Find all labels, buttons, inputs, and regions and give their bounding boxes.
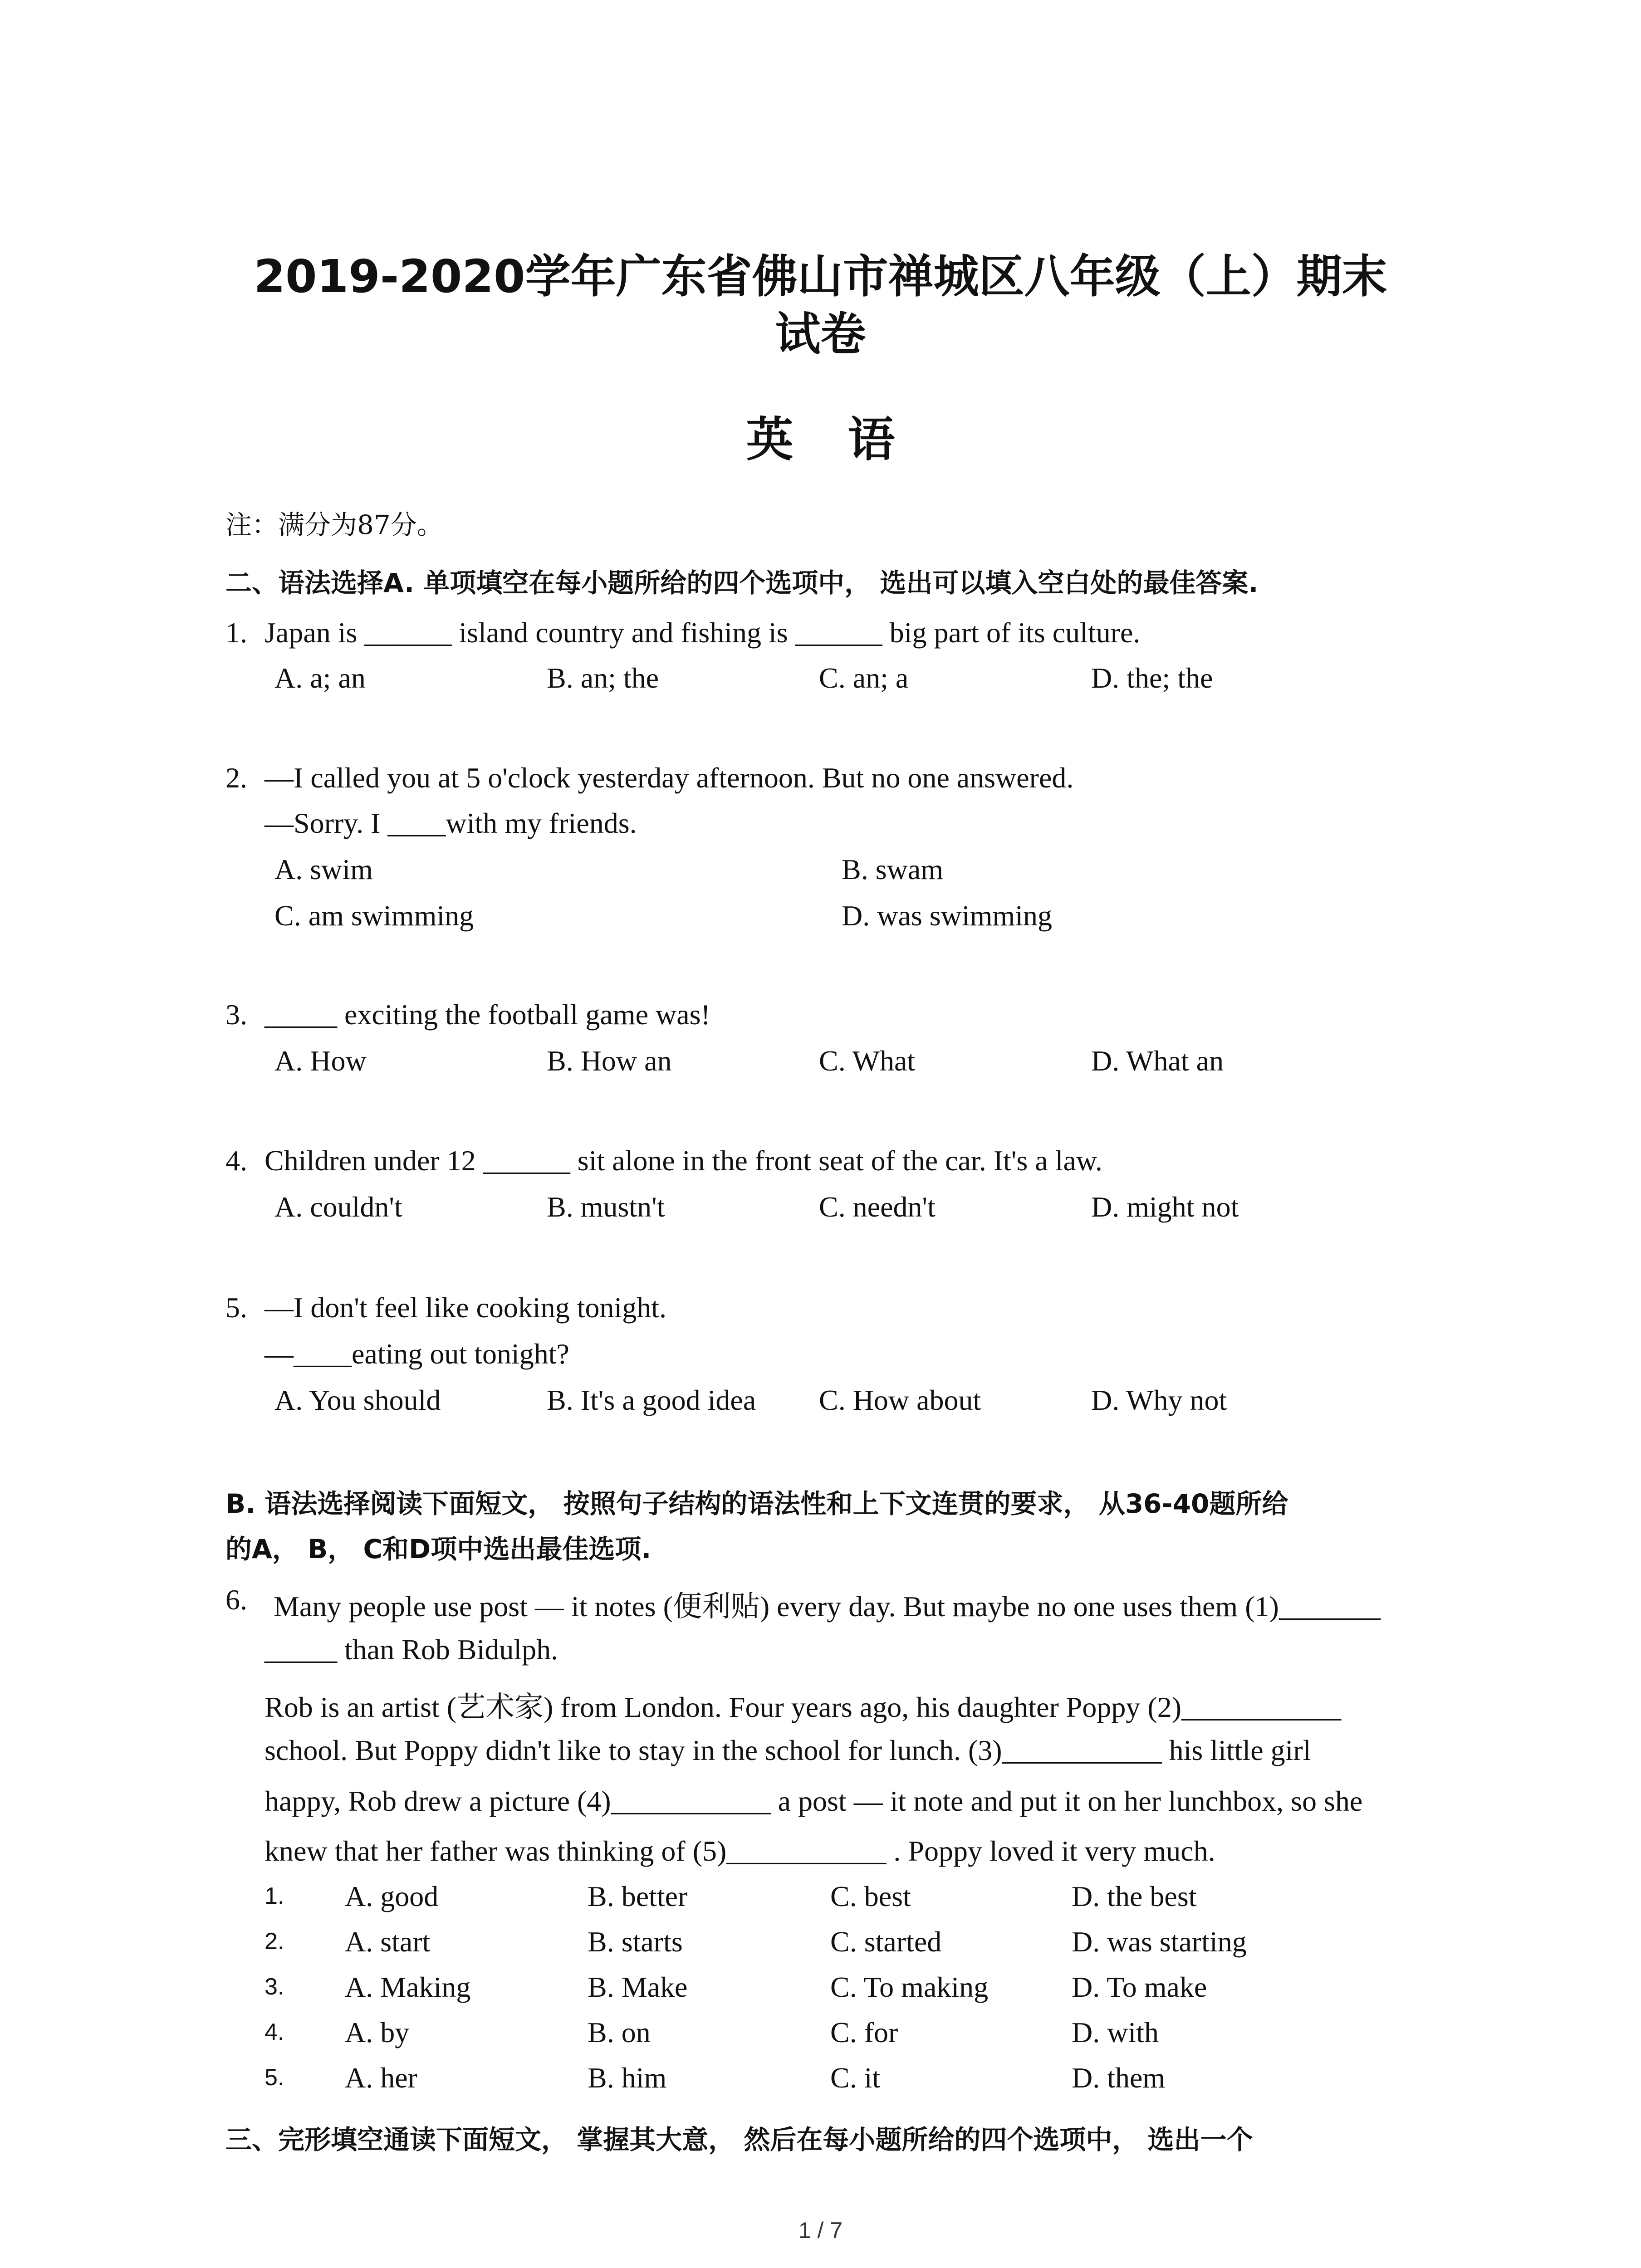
option-b: B. on	[588, 2016, 651, 2048]
option-c: C. started	[830, 1926, 942, 1958]
option-c: C. am swimming	[274, 899, 474, 932]
option-d: D. What an	[1091, 1045, 1224, 1077]
section2-heading: 二、语法选择A. 单项填空在每小题所给的四个选项中， 选出可以填入空白处的最佳答案.	[225, 567, 1259, 598]
option-c: C. How about	[819, 1384, 981, 1416]
sectionB-heading-line1: B. 语法选择阅读下面短文， 按照句子结构的语法性和上下文连贯的要求， 从36-40题所给	[225, 1488, 1288, 1519]
question-text: _____ exciting the football game was!	[265, 998, 710, 1031]
option-c: C. needn't	[819, 1191, 936, 1223]
option-a: A. You should	[274, 1384, 441, 1416]
option-c: C. What	[819, 1045, 916, 1077]
score-note: 注：满分为87分。	[225, 509, 443, 540]
option-d: D. them	[1072, 2062, 1166, 2094]
passage-line: happy, Rob drew a picture (4)___________ a post — it note and put it on her lunchbox, so she	[265, 1785, 1363, 1817]
option-d: D. Why not	[1091, 1384, 1227, 1416]
sub-question-number: 4.	[265, 2019, 284, 2045]
option-d: D. the best	[1072, 1880, 1197, 1912]
option-c: C. it	[830, 2062, 881, 2094]
option-d: D. the; the	[1091, 662, 1213, 694]
option-a: A. swim	[274, 853, 373, 885]
sub-question-number: 1.	[265, 1883, 284, 1909]
question-number: 4.	[225, 1144, 247, 1177]
option-b: B. starts	[588, 1926, 683, 1958]
passage-line: Many people use post — it notes (便利贴) every day. But maybe no one uses them (1)_______	[274, 1590, 1381, 1623]
option-b: B. Make	[588, 1971, 688, 2003]
option-a: A. a; an	[274, 662, 366, 694]
sub-question-number: 3.	[265, 1974, 284, 2000]
question-text: —I don't feel like cooking tonight.	[265, 1291, 667, 1324]
sectionB-heading-line2: 的A， B， C和D项中选出最佳选项.	[225, 1534, 652, 1564]
option-c: C. an; a	[819, 662, 909, 694]
option-a: A. couldn't	[274, 1191, 402, 1223]
option-b: B. better	[588, 1880, 688, 1912]
question-number: 5.	[225, 1291, 247, 1324]
option-b: B. an; the	[547, 662, 659, 694]
option-d: D. was swimming	[842, 899, 1052, 932]
document-title-line2: 试卷	[775, 308, 866, 361]
option-a: A. good	[345, 1880, 439, 1912]
sub-question-number: 5.	[265, 2064, 284, 2091]
question-text: Japan is ______ island country and fishing is ______ big part of its culture.	[265, 616, 1141, 649]
question-number: 6.	[225, 1584, 247, 1616]
option-b: B. mustn't	[547, 1191, 665, 1223]
question-text: —I called you at 5 o'clock yesterday afternoon. But no one answered.	[265, 762, 1074, 794]
option-a: A. How	[274, 1045, 367, 1077]
passage-line: knew that her father was thinking of (5)___________ . Poppy loved it very much.	[265, 1835, 1215, 1867]
option-b: B. How an	[547, 1045, 672, 1077]
question-number: 3.	[225, 998, 247, 1031]
page-number: 1 / 7	[798, 2218, 843, 2243]
passage-line: school. But Poppy didn't like to stay in the school for lunch. (3)___________ his little girl	[265, 1734, 1311, 1766]
question-number: 2.	[225, 762, 247, 794]
option-b: B. swam	[842, 853, 943, 885]
option-a: A. by	[345, 2016, 410, 2048]
option-c: C. best	[830, 1880, 911, 1912]
option-a: A. start	[345, 1926, 431, 1958]
option-b: B. him	[588, 2062, 667, 2094]
document-title-line1: 2019-2020学年广东省佛山市禅城区八年级（上）期末	[254, 250, 1387, 303]
option-a: A. Making	[345, 1971, 471, 2003]
option-d: D. was starting	[1072, 1926, 1247, 1958]
passage-line: _____ than Rob Bidulph.	[265, 1633, 558, 1666]
option-a: A. her	[345, 2062, 417, 2094]
option-d: D. might not	[1091, 1191, 1239, 1223]
question-number: 1.	[225, 616, 247, 649]
option-c: C. To making	[830, 1971, 989, 2003]
section3-heading: 三、完形填空通读下面短文， 掌握其大意， 然后在每小题所给的四个选项中， 选出一个	[225, 2124, 1253, 2155]
option-d: D. To make	[1072, 1971, 1207, 2003]
question-text: Children under 12 ______ sit alone in the front seat of the car. It's a law.	[265, 1144, 1102, 1177]
passage-line: Rob is an artist (艺术家) from London. Four years ago, his daughter Poppy (2)___________	[265, 1691, 1342, 1723]
option-d: D. with	[1072, 2016, 1159, 2048]
sub-question-number: 2.	[265, 1928, 284, 1955]
question-text: —Sorry. I ____with my friends.	[265, 807, 637, 839]
option-b: B. It's a good idea	[547, 1384, 756, 1416]
question-text: —____eating out tonight?	[265, 1338, 569, 1370]
option-c: C. for	[830, 2016, 898, 2048]
subject-heading: 英语	[746, 412, 950, 467]
